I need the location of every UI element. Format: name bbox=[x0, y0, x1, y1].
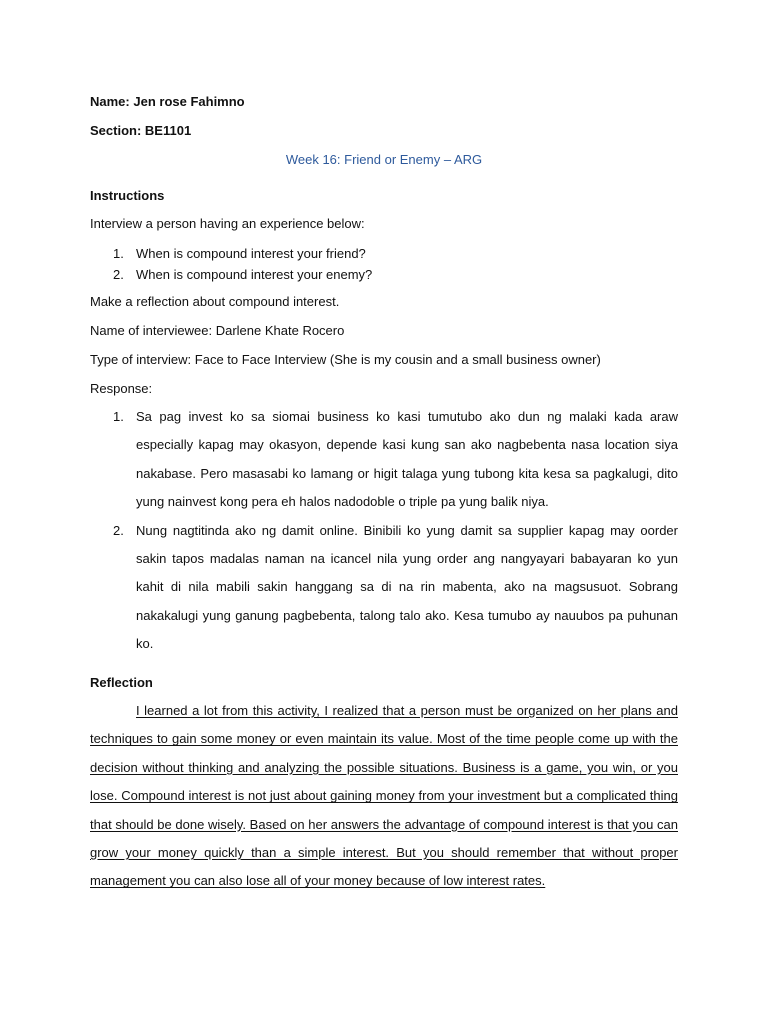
interviewee-name: Name of interviewee: Darlene Khate Rocero bbox=[90, 323, 345, 338]
response-list bbox=[90, 403, 678, 659]
response-text: Nung nagtitinda ako ng damit online. Binibili ko yung damit sa supplier kapag may oorder sakin tapos madalas naman na icancel nila yung order ang nangyayari babayaran ko yun kahit di nila mabili sakin hanggang sa di na rin mabenta, ako na magsusuot. Sobrang nakakalugi yung ganung pagbebenta, talong talo ako. Kesa tumubo ay nauubos pa puhunan ko. bbox=[136, 522, 678, 652]
reflection-task: Make a reflection about compound interest. bbox=[90, 294, 340, 309]
response-number: 2. bbox=[113, 522, 124, 538]
instructions-list bbox=[90, 243, 678, 285]
response-item bbox=[90, 517, 678, 659]
list-number: 1. bbox=[113, 246, 124, 261]
reflection-paragraph: I learned a lot from this activity, I realized that a person must be organized on her plans and techniques to gain some money or even maintain its value. Most of the time people come up with the decision without thinking and analyzing the possible situations. Business is a game, you win, or you lose. Compound interest is not just about gaining money from your investment but a complicated thing that should be done wisely. Based on her answers the advantage of compound interest is that you can grow your money quickly than a simple interest. But you should remember that without proper management you can also lose all of your money because of low interest rates. bbox=[90, 703, 678, 889]
list-item bbox=[90, 264, 678, 285]
document-title: Week 16: Friend or Enemy – ARG bbox=[285, 152, 483, 167]
instructions-intro: Interview a person having an experience below: bbox=[90, 216, 365, 231]
instructions-heading: Instructions bbox=[90, 188, 165, 203]
response-label: Response: bbox=[90, 381, 153, 396]
response-text: Sa pag invest ko sa siomai business ko kasi tumutubo ako dun ng malaki kada araw especially kapag may okasyon, depende kasi kung san ako nagbebenta nasa location siya nakabase. Pero masasabi ko lamang or higit talaga yung tubong kita kesa sa pagkalugi, dito yung nainvest kong pera eh halos nadodoble o triple pa yung balik niya. bbox=[136, 409, 678, 510]
list-number: 2. bbox=[113, 267, 124, 282]
name-value: Jen rose Fahimno bbox=[133, 94, 245, 109]
section-line bbox=[90, 121, 678, 141]
list-item-text: When is compound interest your friend? bbox=[136, 246, 366, 261]
section-value: BE1101 bbox=[144, 123, 192, 138]
section-label: Section: bbox=[90, 123, 142, 138]
response-item bbox=[90, 403, 678, 517]
list-item bbox=[90, 243, 678, 264]
response-number: 1. bbox=[113, 409, 124, 424]
reflection-heading: Reflection bbox=[90, 675, 153, 690]
list-item-text: When is compound interest your enemy? bbox=[136, 267, 373, 282]
name-label: Name: bbox=[90, 94, 130, 109]
interview-type: Type of interview: Face to Face Interview (She is my cousin and a small business owner) bbox=[90, 352, 601, 367]
student-name-line bbox=[90, 92, 678, 112]
